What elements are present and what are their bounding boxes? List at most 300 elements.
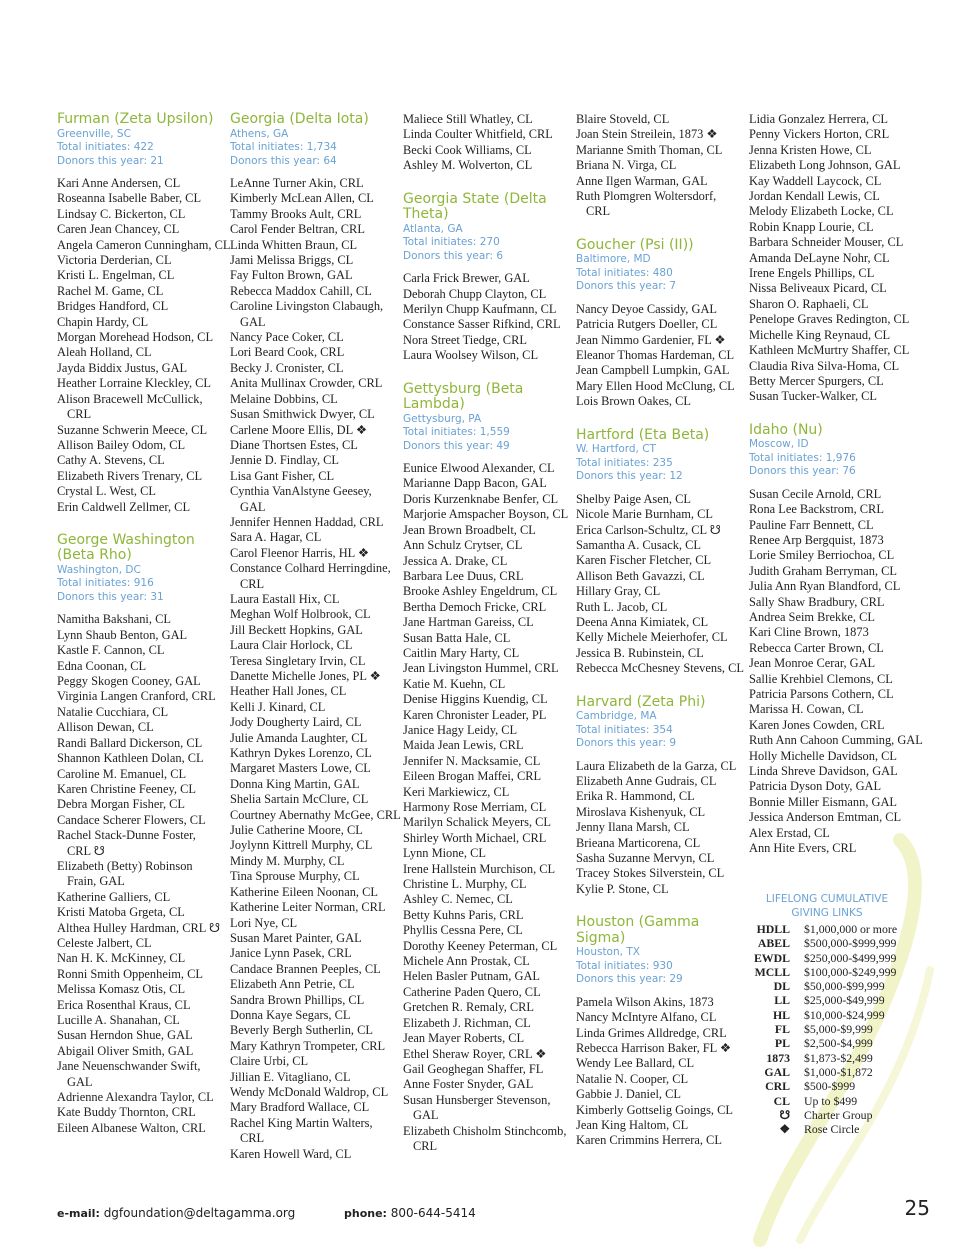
donor-name: Natalie Cucchiara, CL: [57, 704, 169, 719]
email-label: e-mail:: [57, 1207, 100, 1220]
chapter-location: Gettysburg, PA: [403, 412, 482, 425]
donor-name: Phyllis Cessna Pere, CL: [403, 923, 523, 938]
donor-name: Wendy Lee Ballard, CL: [576, 1056, 695, 1071]
chapter-location: Washington, DC: [57, 563, 141, 576]
key-range: $1,000-$1,872: [804, 1064, 873, 1079]
donor-name: Danette Michelle Jones, PL ❖: [230, 669, 381, 683]
donor-name: Jenny Ilana Marsh, CL: [576, 820, 690, 835]
donor-name: Lori Beard Cook, CRL: [230, 345, 345, 360]
chapter-section: [403, 192, 567, 364]
chapter-donors-count: Donors this year: 76: [749, 465, 856, 478]
chapter-total-initiates: Total initiates: 1,559: [403, 426, 510, 439]
donor-name: Lynn Shaub Benton, GAL: [57, 627, 188, 642]
chapter-section: [749, 112, 913, 405]
donor-name: Kay Waddell Laycock, CL: [749, 173, 882, 188]
donor-name: Karen Chronister Leader, PL: [403, 707, 547, 722]
donor-list: [576, 112, 740, 220]
donor-name: Julie Amanda Laughter, CL: [230, 730, 368, 745]
key-code: MCLL: [754, 964, 790, 979]
donor-list: [576, 759, 740, 898]
donor-name: Crystal L. West, CL: [57, 484, 156, 499]
donor-name: Robin Knapp Lourie, CL: [749, 219, 874, 234]
donor-name: Linda Coulter Whitfield, CRL: [403, 127, 553, 142]
donor-name: Ann Hite Evers, CRL: [749, 841, 857, 856]
key-code: GAL: [764, 1064, 790, 1079]
donor-name: Jillian E. Vitagliano, CL: [230, 1069, 351, 1084]
donor-name: Sandra Brown Phillips, CL: [230, 992, 365, 1007]
donor-name: Rachel Stack-Dunne Foster, CRL ☋: [57, 828, 196, 858]
donor-name: Caren Jean Chancey, CL: [57, 222, 180, 237]
donor-name: Denise Higgins Kuendig, CL: [403, 692, 548, 707]
donor-name: Gretchen R. Remaly, CRL: [403, 1000, 534, 1015]
chapter-section: [576, 238, 740, 410]
donor-name: Tammy Brooks Ault, CRL: [230, 206, 362, 221]
donor-name: Lisa Gant Fisher, CL: [230, 468, 335, 483]
donor-name: Jean Campbell Lumpkin, GAL: [576, 363, 730, 378]
donor-name: Karen Christine Feeney, CL: [57, 781, 196, 796]
donor-name: Allison Beth Gavazzi, CL: [576, 568, 705, 583]
donor-name: Rebecca Maddox Cahill, CL: [230, 283, 372, 298]
donor-name: Caroline M. Emanuel, CL: [57, 766, 187, 781]
donor-name: Lois Brown Oakes, CL: [576, 394, 691, 409]
donor-name: Dorothy Keeney Peterman, CL: [403, 938, 558, 953]
key-range: Rose Circle: [804, 1122, 860, 1137]
key-range: $2,500-$4,999: [804, 1036, 873, 1051]
donor-name: Debra Morgan Fisher, CL: [57, 797, 185, 812]
donor-name: Penelope Graves Redington, CL: [749, 312, 910, 327]
donor-name: Peggy Skogen Cooney, GAL: [57, 674, 201, 689]
donor-name: Erica Carlson-Schultz, CL ☋: [576, 522, 721, 537]
donor-name: Allison Bailey Odom, CL: [57, 437, 186, 452]
donor-name: Marianne Dapp Bacon, GAL: [403, 476, 547, 491]
donor-name: Maida Jean Lewis, CRL: [403, 738, 524, 753]
donor-name: Nancy McIntyre Alfano, CL: [576, 1010, 717, 1025]
donor-name: Carol Fender Beltran, CRL: [230, 222, 365, 237]
donor-name: Jennie D. Findlay, CL: [230, 453, 339, 468]
key-range: Up to $499: [804, 1093, 858, 1108]
donor-name: Rebecca Harrison Baker, FL ❖: [576, 1040, 731, 1055]
donor-list: [576, 995, 740, 1149]
chapter-location: Houston, TX: [576, 946, 640, 959]
donor-name: Linda Grimes Alldredge, CRL: [576, 1025, 727, 1040]
donor-name: Melissa Komasz Otis, CL: [57, 982, 186, 997]
chapter-total-initiates: Total initiates: 235: [576, 456, 673, 469]
donor-name: Gabbie J. Daniel, CL: [576, 1087, 681, 1102]
donor-name: Jane Hartman Gareiss, CL: [403, 615, 534, 630]
chapter-total-initiates: Total initiates: 354: [576, 723, 673, 736]
donor-name: Jordan Kendall Lewis, CL: [749, 189, 880, 204]
donor-name: Tina Sprouse Murphy, CL: [230, 869, 360, 884]
key-row: [752, 993, 902, 1007]
donor-name: Marissa H. Cowan, CL: [749, 702, 864, 717]
key-row: [752, 1008, 902, 1022]
donor-name: Margaret Masters Lowe, CL: [230, 761, 371, 776]
chapter-section: [576, 695, 740, 898]
donor-name: Lori Nye, CL: [230, 915, 298, 930]
donor-name: Jennifer N. Macksamie, CL: [403, 753, 541, 768]
donor-name: Teresa Singletary Irvin, CL: [230, 653, 366, 668]
chapter-section: [230, 111, 401, 1162]
donor-name: Erica Rosenthal Kraus, CL: [57, 997, 191, 1012]
donor-name: Betty Kuhns Paris, CRL: [403, 907, 524, 922]
donor-name: Sasha Suzanne Mervyn, CL: [576, 851, 715, 865]
donor-name: Julie Catherine Moore, CL: [230, 823, 363, 838]
donor-name: Kristi Matoba Grgeta, CL: [57, 905, 185, 920]
donor-name: Jessica A. Drake, CL: [403, 553, 508, 568]
donor-name: Laura Eastall Hix, CL: [230, 591, 340, 606]
donor-name: Susan Hunsberger Stevenson, GAL: [403, 1092, 551, 1123]
column-2: [230, 111, 401, 1180]
chapter-donors-count: Donors this year: 49: [403, 439, 510, 452]
donor-name: Marianne Smith Thoman, CL: [576, 142, 723, 157]
donor-name: Barbara Schneider Mouser, CL: [749, 235, 904, 250]
donor-name: Lindsay C. Bickerton, CL: [57, 206, 186, 221]
donor-name: Patricia Parsons Cothern, CL: [749, 687, 894, 701]
column-5: [749, 112, 923, 874]
donor-list: [403, 461, 567, 1154]
chapter-total-initiates: Total initiates: 480: [576, 266, 673, 279]
donor-name: Susan Tucker-Walker, CL: [749, 389, 878, 404]
donor-name: Constance Colhard Herringdine, CRL: [230, 561, 391, 591]
donor-name: Mary Bradford Wallace, CL: [230, 1100, 370, 1115]
donor-name: Beverly Bergh Sutherlin, CL: [230, 1023, 373, 1038]
donor-name: Ruth Plomgren Woltersdorf, CRL: [576, 189, 717, 219]
key-row: [752, 1022, 902, 1036]
donor-name: Shelby Paige Asen, CL: [576, 491, 691, 506]
key-range: $1,000,000 or more: [804, 922, 898, 936]
donor-name: Karen Fischer Fletcher, CL: [576, 553, 712, 568]
donor-name: Marjorie Amspacher Boyson, CL: [403, 507, 569, 522]
donor-name: Elizabeth Anne Gudrais, CL: [576, 773, 717, 788]
donor-name: Helen Basler Putnam, GAL: [403, 969, 540, 984]
chapter-name: Idaho (Nu): [749, 421, 823, 438]
key-code: ❖: [779, 1122, 790, 1137]
column-3: [403, 112, 567, 1172]
donor-name: Jami Melissa Briggs, CL: [230, 253, 354, 268]
chapter-name: Georgia (Delta Iota): [230, 111, 369, 127]
donor-name: Kathryn Dykes Lorenzo, CL: [230, 746, 372, 761]
donor-list: [403, 271, 567, 363]
donor-name: Lidia Gonzalez Herrera, CL: [749, 112, 888, 126]
donor-name: Andrea Seim Brekke, CL: [749, 609, 875, 624]
chapter-location: Cambridge, MA: [576, 710, 657, 723]
key-range: $100,000-$249,999: [804, 964, 897, 979]
donor-name: Ashley M. Wolverton, CL: [403, 158, 533, 173]
donor-name: Holly Michelle Davidson, CL: [749, 748, 897, 763]
donor-name: Blaire Stoveld, CL: [576, 112, 670, 126]
key-row: [752, 1094, 902, 1108]
chapter-name: Goucher (Psi (II)): [576, 236, 694, 253]
donor-name: Catherine Paden Quero, CL: [403, 984, 541, 999]
donor-name: Cynthia VanAlstyne Geesey, GAL: [230, 484, 372, 514]
donor-name: Mary Kathryn Trompeter, CRL: [230, 1038, 386, 1053]
donor-name: Susan Herndon Shue, GAL: [57, 1028, 193, 1043]
donor-name: Aleah Holland, CL: [57, 345, 152, 360]
donor-name: Edna Coonan, CL: [57, 658, 147, 673]
key-code: CRL: [765, 1079, 790, 1094]
phone-value: 800-644-5414: [390, 1206, 476, 1220]
donor-name: Bonnie Miller Eismann, GAL: [749, 794, 897, 809]
donor-name: Nancy Pace Coker, CL: [230, 330, 344, 345]
chapter-total-initiates: Total initiates: 422: [57, 141, 154, 153]
donor-name: Gail Geoghegan Shaffer, FL: [403, 1061, 544, 1076]
donor-name: Jennifer Hennen Haddad, CRL: [230, 514, 384, 529]
donor-name: Allison Dewan, CL: [57, 720, 154, 735]
donor-name: Tracey Stokes Silverstein, CL: [576, 866, 725, 881]
donor-name: Kari Cline Brown, 1873: [749, 625, 869, 640]
donor-name: Michele Ann Prostak, CL: [403, 954, 530, 969]
email-value[interactable]: dgfoundation@deltagamma.org: [103, 1206, 296, 1220]
phone-label: phone:: [344, 1207, 387, 1220]
donor-name: Kastle F. Cannon, CL: [57, 643, 165, 658]
donor-name: Sallie Krehbiel Clemons, CL: [749, 671, 893, 686]
footer-email: [57, 1206, 295, 1220]
column-1: [57, 111, 231, 1154]
chapter-total-initiates: Total initiates: 1,976: [749, 451, 856, 464]
donor-name: Laura Clair Horlock, CL: [230, 638, 353, 653]
donor-name: Elizabeth Long Johnson, GAL: [749, 158, 901, 173]
donor-name: Karen Crimmins Herrera, CL: [576, 1133, 722, 1148]
donor-name: Jean Livingston Hummel, CRL: [403, 661, 559, 676]
donor-name: Eunice Elwood Alexander, CL: [403, 461, 555, 476]
donor-list: [230, 176, 401, 1162]
donor-name: Linda Shreve Davidson, GAL: [749, 764, 898, 779]
key-row: [752, 951, 902, 965]
donor-name: Suzanne Schwerin Meece, CL: [57, 422, 208, 437]
donor-list: [749, 112, 913, 405]
donor-name: Ronni Smith Oppenheim, CL: [57, 966, 203, 981]
column-4: [576, 112, 744, 1167]
donor-name: Janice Lynn Pasek, CRL: [230, 946, 352, 961]
donor-name: Jill Beckett Hopkins, GAL: [230, 622, 363, 637]
donor-name: Samantha A. Cusack, CL: [576, 537, 701, 552]
key-code: ABEL: [757, 936, 790, 951]
donor-name: Rebecca Carter Brown, CL: [749, 640, 884, 655]
donor-name: Susan Maret Painter, GAL: [230, 930, 362, 945]
donor-name: Melaine Dobbins, CL: [230, 391, 338, 406]
chapter-section: [403, 112, 567, 174]
chapter-location: W. Hartford, CT: [576, 443, 656, 456]
donor-name: Doris Kurzenknabe Benfer, CL: [403, 491, 559, 506]
donor-name: Kelli J. Kinard, CL: [230, 699, 326, 714]
donor-name: Rachel M. Game, CL: [57, 283, 164, 298]
key-code: LL: [774, 993, 790, 1008]
donor-name: Rachel King Martin Walters, CRL: [230, 1115, 373, 1146]
donor-name: Rona Lee Backstrom, CRL: [749, 502, 884, 517]
donor-name: Karen Howell Ward, CL: [230, 1146, 352, 1161]
key-row: [752, 1065, 902, 1079]
donor-name: Anne Foster Snyder, GAL: [403, 1077, 534, 1092]
donor-name: Jean King Haltom, CL: [576, 1117, 689, 1132]
donor-name: Lorie Smiley Berriochoa, CL: [749, 548, 895, 563]
donor-name: Sara A. Hagar, CL: [230, 530, 322, 545]
donor-name: Anita Mullinax Crowder, CRL: [230, 376, 383, 391]
donor-name: Joan Stein Streilein, 1873 ❖: [576, 127, 718, 142]
donor-name: Katie M. Kuehn, CL: [403, 676, 506, 691]
donor-name: Ann Schulz Crytser, CL: [403, 538, 523, 553]
key-row: [752, 979, 902, 993]
donor-name: Pamela Wilson Akins, 1873: [576, 994, 714, 1009]
key-row: [752, 936, 902, 950]
donor-name: Laura Elizabeth de la Garza, CL: [576, 758, 737, 773]
chapter-total-initiates: Total initiates: 270: [403, 236, 500, 249]
key-code: DL: [773, 979, 790, 994]
chapter-section: [749, 421, 923, 857]
donor-list: [576, 491, 744, 677]
chapter-location: Atlanta, GA: [403, 222, 463, 235]
donor-name: Heather Lorraine Kleckley, CL: [57, 376, 212, 391]
key-row: [752, 1122, 902, 1136]
donor-name: Jean Monroe Cerar, GAL: [749, 656, 876, 671]
donor-name: Jenna Kristen Howe, CL: [749, 142, 872, 157]
chapter-total-initiates: Total initiates: 930: [576, 959, 673, 972]
donor-name: Linda Whitten Braun, CL: [230, 237, 358, 252]
chapter-location: Athens, GA: [230, 127, 289, 140]
key-code: FL: [774, 1022, 790, 1037]
donor-name: Elizabeth Rivers Trenary, CL: [57, 468, 203, 483]
donor-name: Deena Anna Kimiatek, CL: [576, 614, 709, 629]
donor-name: Claire Urbi, CL: [230, 1054, 309, 1069]
key-title-2: GIVING LINKS: [791, 907, 863, 919]
donor-name: Pauline Farr Bennett, CL: [749, 517, 874, 532]
donor-list: [57, 176, 231, 515]
donor-name: Betty Mercer Spurgers, CL: [749, 373, 884, 388]
donor-name: Donna King Martin, GAL: [230, 776, 360, 791]
donor-name: Elizabeth Chisholm Stinchcomb, CRL: [403, 1123, 567, 1153]
chapter-name: Hartford (Eta Beta): [576, 426, 710, 443]
donor-name: Melody Elizabeth Locke, CL: [749, 204, 894, 219]
chapter-section: [576, 915, 740, 1149]
donor-name: Diane Thortsen Estes, CL: [230, 437, 358, 452]
chapter-donors-count: Donors this year: 29: [576, 973, 683, 986]
chapter-section: [57, 111, 231, 515]
donor-name: Nancy Deyoe Cassidy, GAL: [576, 301, 717, 316]
key-range: $250,000-$499,999: [804, 950, 897, 965]
donor-list: [749, 486, 923, 857]
chapter-total-initiates: Total initiates: 1,734: [230, 141, 337, 153]
key-row: [752, 1108, 902, 1122]
donor-name: Becki Cook Williams, CL: [403, 142, 532, 157]
donor-name: Brieana Marticorena, CL: [576, 835, 701, 850]
donor-name: Julia Ann Ryan Blandford, CL: [749, 579, 901, 594]
donor-name: Lynn Mione, CL: [403, 846, 486, 861]
key-code: HDLL: [756, 922, 790, 936]
key-range: $50,000-$99,999: [804, 979, 885, 994]
key-code: PL: [774, 1036, 790, 1051]
donor-name: Angela Cameron Cunningham, CL: [57, 237, 231, 252]
donor-name: Brooke Ashley Engeldrum, CL: [403, 584, 558, 599]
key-code: HL: [772, 1007, 790, 1022]
donor-name: Eileen Brogan Maffei, CRL: [403, 769, 542, 784]
chapter-name: Gettysburg (Beta Lambda): [403, 380, 524, 413]
donor-name: Carla Frick Brewer, GAL: [403, 271, 530, 286]
donor-name: Sharon O. Raphaeli, CL: [749, 296, 869, 311]
chapter-donors-count: Donors this year: 9: [576, 737, 677, 750]
donor-name: Nicole Marie Burnham, CL: [576, 507, 713, 522]
chapter-location: Greenville, SC: [57, 127, 131, 140]
key-range: Charter Group: [804, 1107, 873, 1122]
donor-name: Morgan Morehead Hodson, CL: [57, 330, 214, 345]
donor-name: Briana N. Virga, CL: [576, 158, 677, 173]
donor-name: Carol Fleenor Harris, HL ❖: [230, 545, 369, 560]
chapter-donors-count: Donors this year: 6: [403, 249, 504, 262]
key-range: $500-$999: [804, 1079, 856, 1094]
donor-name: Randi Ballard Dickerson, CL: [57, 735, 203, 750]
donor-name: Kari Anne Andersen, CL: [57, 176, 181, 190]
donor-name: Patricia Rutgers Doeller, CL: [576, 317, 718, 332]
key-code: 1873: [766, 1050, 790, 1065]
donor-name: Elizabeth J. Richman, CL: [403, 1015, 531, 1030]
donor-name: Meghan Wolf Holbrook, CL: [230, 607, 371, 622]
page-number: 25: [904, 1196, 930, 1220]
donor-name: Rebecca McChesney Stevens, CL: [576, 661, 744, 676]
chapter-section: [403, 382, 567, 1155]
chapter-donors-count: Donors this year: 64: [230, 154, 337, 167]
donor-name: Caitlin Mary Harty, CL: [403, 645, 520, 660]
donor-name: Bridges Handford, CL: [57, 299, 169, 314]
key-range: $5,000-$9,999: [804, 1022, 873, 1037]
chapter-location: Baltimore, MD: [576, 253, 651, 266]
key-range: $1,873-$2,499: [804, 1050, 873, 1065]
donor-name: Deborah Chupp Clayton, CL: [403, 286, 547, 301]
key-range: $500,000-$999,999: [804, 936, 897, 951]
donor-name: Eileen Albanese Walton, CRL: [57, 1120, 206, 1135]
donor-name: Jane Neuenschwander Swift, GAL: [57, 1059, 201, 1089]
donor-name: Caroline Livingston Clabaugh, GAL: [230, 299, 384, 329]
donor-name: Miroslava Kishenyuk, CL: [576, 804, 706, 819]
chapter-donors-count: Donors this year: 12: [576, 470, 683, 483]
donor-name: Anne Ilgen Warman, GAL: [576, 173, 708, 188]
donor-name: Kimberly Gottselig Goings, CL: [576, 1102, 733, 1117]
key-range: $10,000-$24,999: [804, 1007, 885, 1022]
key-code: ☋: [779, 1107, 790, 1122]
donor-name: Katherine Leiter Norman, CRL: [230, 900, 386, 915]
donor-name: Adrienne Alexandra Taylor, CL: [57, 1090, 214, 1105]
donor-name: Kimberly McLean Allen, CL: [230, 191, 374, 206]
donor-name: Marilyn Schalick Meyers, CL: [403, 815, 551, 830]
donor-name: Susan Cecile Arnold, CRL: [749, 486, 882, 501]
donor-name: Susan Smithwick Dwyer, CL: [230, 407, 375, 422]
donor-list: [403, 112, 567, 174]
key-title-1: LIFELONG CUMULATIVE: [765, 893, 889, 905]
donor-name: Katherine Galliers, CL: [57, 889, 171, 904]
donor-name: Constance Sasser Rifkind, CRL: [403, 317, 561, 332]
donor-name: Harmony Rose Merriam, CL: [403, 800, 547, 814]
donor-name: Kate Buddy Thornton, CRL: [57, 1105, 196, 1120]
donor-name: Kathleen McMurtry Shaffer, CL: [749, 343, 910, 358]
donor-name: Nora Street Tiedge, CRL: [403, 332, 527, 347]
donor-name: Kristi L. Engelman, CL: [57, 268, 175, 283]
donor-name: Joylynn Kittrell Murphy, CL: [230, 838, 373, 853]
donor-name: Renee Arp Bergquist, 1873: [749, 532, 884, 547]
donor-name: Becky J. Cronister, CL: [230, 360, 344, 375]
chapter-section: [576, 426, 744, 677]
donor-name: Maliece Still Whatley, CL: [403, 112, 533, 126]
donor-name: Althea Hulley Hardman, CRL ☋: [57, 920, 220, 935]
donor-name: Merilyn Chupp Kaufmann, CL: [403, 301, 557, 316]
donor-name: Claudia Riva Silva-Homa, CL: [749, 358, 900, 373]
donor-name: Susan Batta Hale, CL: [403, 630, 511, 645]
donor-name: Bertha Democh Fricke, CRL: [403, 599, 547, 614]
donor-name: Shannon Kathleen Dolan, CL: [57, 751, 204, 766]
chapter-donors-count: Donors this year: 31: [57, 590, 164, 603]
donor-name: Jean Mayer Roberts, CL: [403, 1031, 525, 1046]
donor-name: Amanda DeLayne Nohr, CL: [749, 250, 890, 265]
key-rows: [752, 922, 902, 1136]
donor-name: Jean Nimmo Gardenier, FL ❖: [576, 332, 726, 347]
donor-name: Irene Hallstein Murchison, CL: [403, 861, 556, 876]
donor-name: Alison Bracewell McCullick, CRL: [57, 391, 203, 422]
